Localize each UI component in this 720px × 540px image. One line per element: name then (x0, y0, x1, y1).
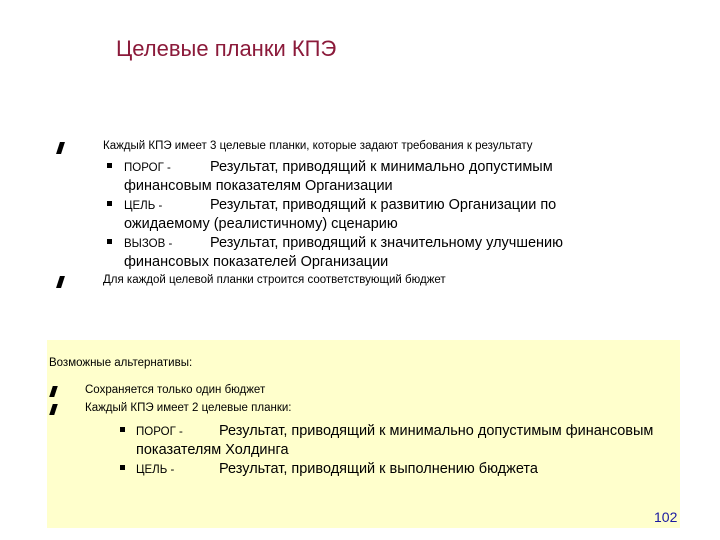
level-item-threshold (124, 158, 664, 195)
page-number: 102 (654, 509, 678, 525)
level-label: ЦЕЛЬ - (124, 200, 163, 212)
alternative-item-1: Сохраняется только один бюджет (85, 384, 266, 396)
alternative-item-2: Каждый КПЭ имеет 2 целевые планки: (85, 402, 292, 414)
square-bullet (107, 201, 112, 206)
level-text-line1: Результат, приводящий к минимально допустимым финансовым (219, 423, 654, 439)
level-text-line1: Результат, приводящий к развитию Организации по (210, 197, 557, 213)
level-text-line2: финансовых показателей Организации (124, 254, 389, 270)
level-text-line2: показателям Холдинга (136, 442, 289, 458)
main-point-2: Для каждой целевой планки строится соответствующий бюджет (103, 274, 446, 286)
bullet-marker (49, 386, 58, 397)
main-point-1: Каждый КПЭ имеет 3 целевые планки, которые задают требования к результату (103, 140, 533, 152)
alternatives-intro: Возможные альтернативы: (49, 357, 193, 369)
bullet-marker (49, 404, 58, 415)
alt-level-threshold (136, 422, 696, 459)
level-item-challenge (124, 234, 664, 271)
bullet-marker (56, 276, 65, 288)
alternatives-box (47, 340, 680, 528)
level-text-line2: ожидаемому (реалистичному) сценарию (124, 216, 398, 232)
level-text-line2: финансовым показателям Организации (124, 178, 393, 194)
level-label: ПОРОГ - (136, 426, 183, 438)
square-bullet (107, 163, 112, 168)
level-item-target (124, 196, 664, 233)
level-label: ВЫЗОВ - (124, 238, 173, 250)
level-label: ПОРОГ - (124, 162, 171, 174)
alt-level-target (136, 460, 696, 479)
level-text-line1: Результат, приводящий к значительному улучшению (210, 235, 564, 251)
square-bullet (120, 465, 125, 470)
level-text-line1: Результат, приводящий к минимально допустимым (210, 159, 553, 175)
level-text-line1: Результат, приводящий к выполнению бюджета (219, 461, 538, 477)
level-label: ЦЕЛЬ - (136, 464, 175, 476)
square-bullet (107, 239, 112, 244)
square-bullet (120, 427, 125, 432)
page-title: Целевые планки КПЭ (116, 36, 337, 61)
bullet-marker (56, 142, 65, 154)
